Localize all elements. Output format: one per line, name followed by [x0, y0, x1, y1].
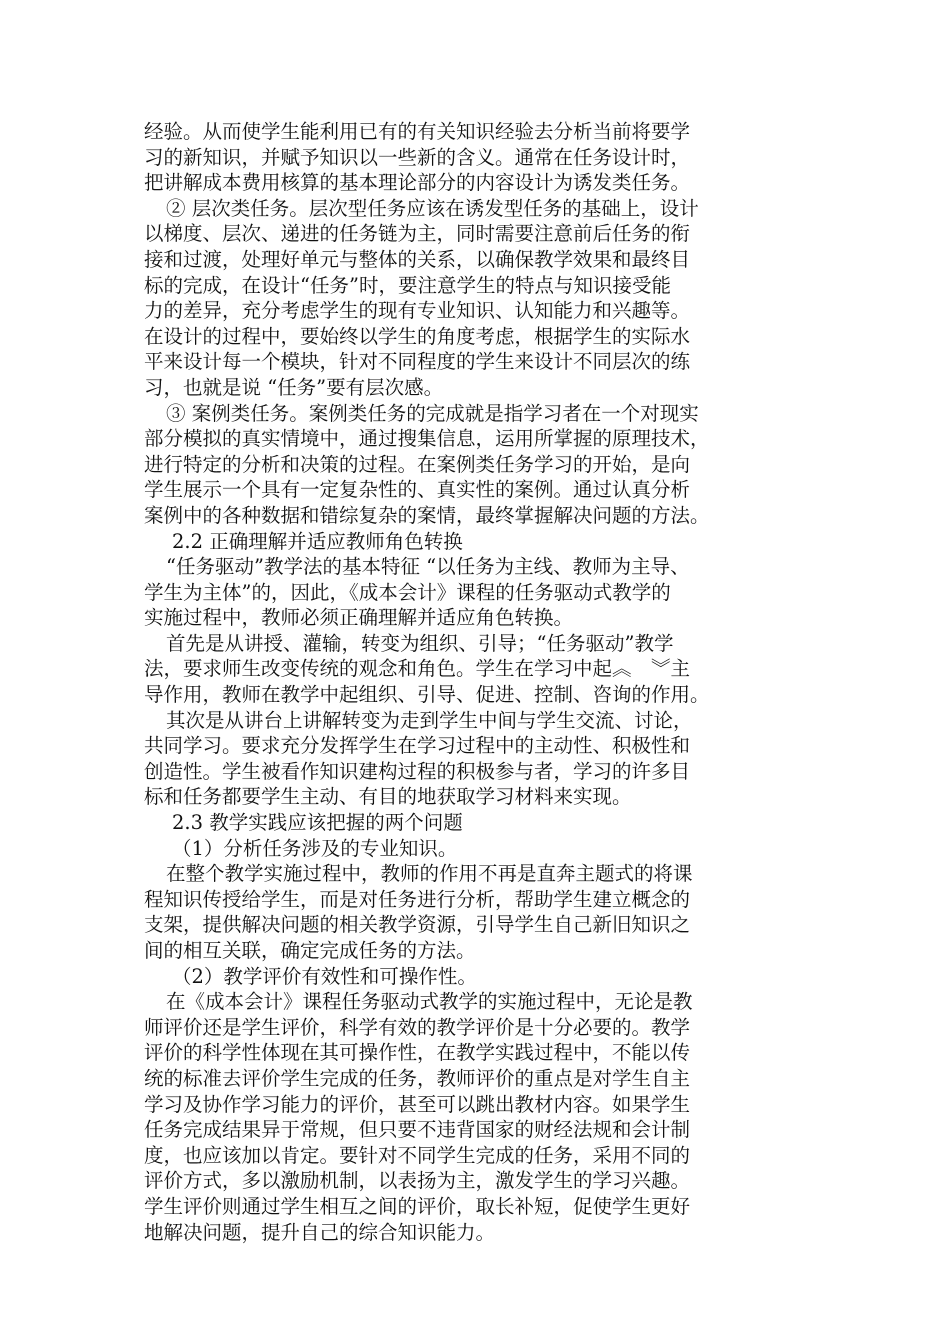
- text-line: 标的完成，在设计“任务”时，要注意学生的特点与知识接受能: [144, 273, 671, 297]
- text-line: 学生为主体”的，因此，《成本会计》课程的任务驱动式教学的: [144, 580, 671, 604]
- text-line: 力的差异，充分考虑学生的现有专业知识、认知能力和兴趣等。: [144, 299, 691, 323]
- text-line: 法，要求师生改变传统的观念和角色。学生在学习中起︽ ︾主: [144, 657, 691, 681]
- text-line: 评价的科学性体现在其可操作性，在教学实践过程中，不能以传: [144, 1041, 691, 1065]
- text-line: 案例中的各种数据和错综复杂的案情，最终掌握解决问题的方法。: [144, 503, 710, 527]
- text-line: 进行特定的分析和决策的过程。在案例类任务学习的开始，是向: [144, 452, 691, 476]
- text-line: 以梯度、层次、递进的任务链为主，同时需要注意前后任务的衔: [144, 222, 691, 246]
- text-line: 度，也应该加以肯定。要针对不同学生完成的任务，采用不同的: [144, 1143, 691, 1167]
- document-page: [144, 119, 804, 1245]
- text-line: 2.2 正确理解并适应教师角色转换: [172, 529, 463, 553]
- text-line: 平来设计每一个模块，针对不同程度的学生来设计不同层次的练: [144, 350, 691, 374]
- text-line: 师评价还是学生评价，科学有效的教学评价是十分必要的。教学: [144, 1015, 691, 1039]
- text-line: 学习及协作学习能力的评价，甚至可以跳出教材内容。如果学生: [144, 1092, 691, 1116]
- text-line: ② 层次类任务。层次型任务应该在诱发型任务的基础上，设计: [166, 196, 699, 220]
- text-line: 2.3 教学实践应该把握的两个问题: [172, 811, 463, 835]
- text-line: 其次是从讲台上讲解转变为走到学生中间与学生交流、讨论，: [166, 708, 693, 732]
- text-line: 学生展示一个具有一定复杂性的、真实性的案例。通过认真分析: [144, 478, 691, 502]
- text-line: 在整个教学实施过程中，教师的作用不再是直奔主题式的将课: [166, 862, 693, 886]
- text-line: 程知识传授给学生，而是对任务进行分析，帮助学生建立概念的: [144, 887, 691, 911]
- text-line: 间的相互关联，确定完成任务的方法。: [144, 939, 476, 962]
- text-line: （2）教学评价有效性和可操作性。: [172, 964, 477, 988]
- text-line: 评价方式，多以激励机制，以表扬为主，激发学生的学习兴趣。: [144, 1169, 691, 1193]
- text-line: 支架，提供解决问题的相关教学资源，引导学生自己新旧知识之: [144, 913, 691, 937]
- text-line: 接和过渡，处理好单元与整体的关系，以确保教学效果和最终目: [144, 247, 691, 271]
- text-line: 学生评价则通过学生相互之间的评价，取长补短，促使学生更好: [144, 1194, 691, 1218]
- text-line: 共同学习。要求充分发挥学生在学习过程中的主动性、积极性和: [144, 734, 691, 758]
- text-line: 经验。从而使学生能利用已有的有关知识经验去分析当前将要学: [144, 120, 691, 143]
- text-line: 首先是从讲授、灌输，转变为组织、引导；“任务驱动”教学: [166, 631, 674, 655]
- text-line: 创造性。学生被看作知识建构过程的积极参与者，学习的许多目: [144, 759, 691, 783]
- text-line: “任务驱动”教学法的基本特征 “以任务为主线、教师为主导、: [166, 555, 690, 579]
- text-line: 实施过程中，教师必须正确理解并适应角色转换。: [144, 606, 574, 630]
- text-line: 习的新知识，并赋予知识以一些新的含义。通常在任务设计时，: [144, 145, 691, 169]
- text-line: 任务完成结果异于常规，但只要不违背国家的财经法规和会计制: [144, 1118, 691, 1142]
- text-line: 标和任务都要学生主动、有目的地获取学习材料来实现。: [144, 785, 632, 809]
- text-line: （1）分析任务涉及的专业知识。: [172, 836, 458, 860]
- text-line: 在《成本会计》课程任务驱动式教学的实施过程中，无论是教: [166, 990, 693, 1014]
- text-line: 部分模拟的真实情境中，通过搜集信息，运用所掌握的原理技术，: [144, 427, 710, 451]
- text-line: 把讲解成本费用核算的基本理论部分的内容设计为诱发类任务。: [144, 171, 691, 195]
- text-line: 地解决问题，提升自己的综合知识能力。: [144, 1220, 496, 1244]
- text-line: 在设计的过程中，要始终以学生的角度考虑，根据学生的实际水: [144, 324, 691, 348]
- text-line: ③ 案例类任务。案例类任务的完成就是指学习者在一个对现实: [166, 401, 699, 425]
- text-line: 习，也就是说 “任务”要有层次感。: [144, 375, 444, 399]
- text-line: 导作用，教师在教学中起组织、引导、促进、控制、咨询的作用。: [144, 683, 710, 707]
- text-line: 统的标准去评价学生完成的任务，教师评价的重点是对学生自主: [144, 1066, 691, 1090]
